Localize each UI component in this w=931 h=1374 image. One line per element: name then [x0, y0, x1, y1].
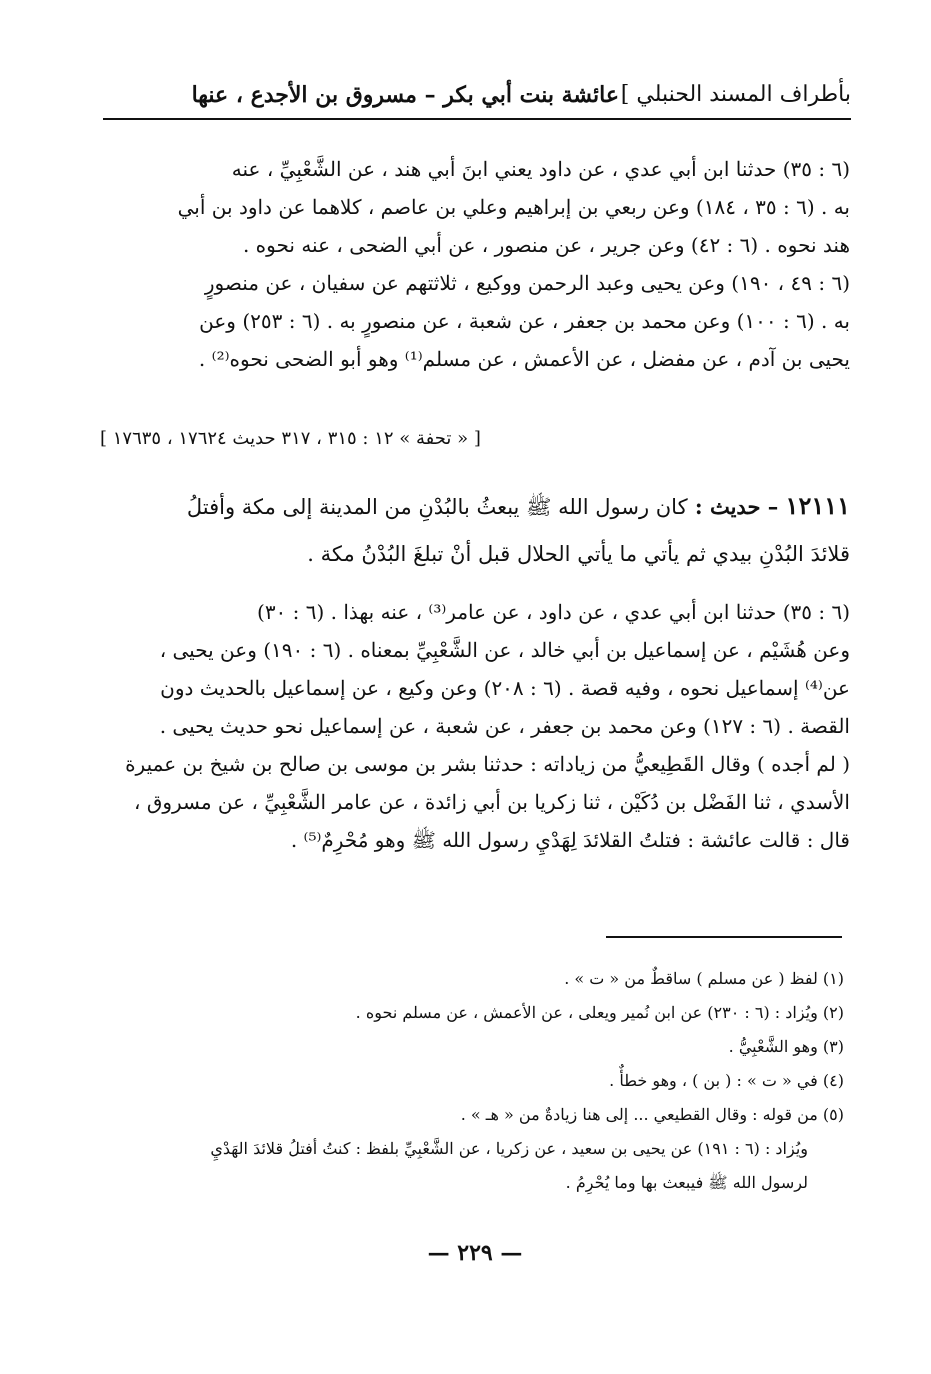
page-number: — ٢٢٩ — — [427, 1240, 523, 1266]
text-line: (٦ : ٤٩ ، ١٩٠) وعن يحيى وعبد الرحمن ووكيع ، ثلاثتهم عن سفيان ، عن منصورٍ — [204, 271, 850, 295]
text-line: قال : قالت عائشة : فتلتُ القلائدَ لِهَدْيِ رسول الله ﷺ وهو مُحْرِمٌ⁽⁵⁾ . — [290, 828, 850, 852]
text-line: عن⁽⁴⁾ إسماعيل نحوه ، وفيه قصة . (٦ : ٢٠٨) وعن وكيع ، عن إسماعيل بالحديث دون — [160, 676, 850, 700]
footnote: (٥) من قوله : وقال القطيعي ... إلى هنا زيادةٌ من « هـ » . — [460, 1105, 844, 1124]
hadith-line-2: قلائدَ البُدْنِ بيدي ثم يأتي ما يأتي الحلال قبل أنْ تبلغَ البُدْنُ مكة . — [307, 542, 850, 566]
text-line: يحيى بن آدم ، عن مفضل ، عن الأعمش ، عن مسلم⁽¹⁾ وهو أبو الضحى نحوه⁽²⁾ . — [198, 347, 850, 371]
footnotes — [90, 962, 844, 1200]
text-line: ( لم أجده ) وقال القَطِيعيُّ من زياداته : حدثنا بشر بن موسى بن صالح بن شيخ بن عميرة — [125, 752, 850, 776]
hadith-line-1-text: كان رسول الله ﷺ يبعثُ بالبُدْنِ من المدينة إلى مكة وأفتلُ — [186, 495, 688, 519]
text-line: وعن هُشَيْم ، عن إسماعيل بن أبي خالد ، عن الشَّعْبِيِّ بمعناه . (٦ : ١٩٠) وعن يحيى ، — [159, 638, 850, 662]
running-header — [103, 78, 851, 120]
tuhfa-reference: [ « تحفة » ١٢ : ٣١٥ ، ٣١٧ حديث ١٧٦٢٤ ، ١٧٦٣٥ ] — [100, 428, 481, 449]
footnote: (٣) وهو الشَّعْبِيُّ . — [728, 1037, 844, 1056]
header-book-title: بأطراف المسند الحنبلي ] — [620, 82, 851, 107]
hadith-text — [98, 482, 850, 578]
header-chapter-title: عائشة بنت أبي بكر – مسروق بن الأجدع ، عنها — [191, 82, 619, 108]
footnote: (٤) في « ت » : ( بن ) ، وهو خطأٌ . — [609, 1071, 844, 1090]
footnote: (١) لفظ ( عن مسلم ) ساقطٌ من « ت » . — [564, 969, 844, 988]
isnad-paragraph-2 — [98, 593, 850, 859]
footnote: (٢) ويُزاد : (٦ : ٢٣٠) عن ابن نُمير ويعلى ، عن الأعمش ، عن مسلم نحوه . — [355, 1003, 844, 1022]
text-line: (٦ : ٣٥) حدثنا ابن أبي عدي ، عن داود ، عن عامر⁽³⁾ ، عنه بهذا . (٦ : ٣٠) — [257, 600, 850, 624]
hadith-label: – حديث : — [687, 494, 786, 519]
text-line: الأسدي ، ثنا الفَضْل بن دُكَيْن ، ثنا زكريا بن أبي زائدة ، عن عامر الشَّعْبِيِّ ، عن مسروق ، — [134, 790, 850, 814]
footnote-continuation: ويُزاد : (٦ : ١٩١) عن يحيى بن سعيد ، عن زكريا ، عن الشَّعْبِيِّ بلفظ : كنتُ أفتلُ قلائدَ الهَدْيِ — [210, 1139, 808, 1158]
text-line: القصة . (٦ : ١٢٧) وعن محمد بن جعفر ، عن شعبة ، عن إسماعيل نحو حديث يحيى . — [159, 714, 850, 738]
text-line: (٦ : ٣٥) حدثنا ابن أبي عدي ، عن داود يعني ابنَ أبي هند ، عن الشَّعْبِيِّ ، عنه — [231, 157, 850, 181]
text-line: هند نحوه . (٦ : ٤٢) وعن جرير ، عن منصور ، عن أبي الضحى ، عنه نحوه . — [242, 233, 850, 257]
footnote-continuation: لرسول الله ﷺ فيبعث بها وما يُحْرِمُ . — [565, 1173, 808, 1192]
hadith-line-1 — [98, 482, 850, 530]
footnote-separator — [606, 936, 842, 938]
hadith-number: ١٢١١١ — [785, 491, 850, 520]
text-line: به . (٦ : ٣٥ ، ١٨٤) وعن ربعي بن إبراهيم وعلي بن عاصم ، كلاهما عن داود بن أبي — [177, 195, 850, 219]
isnad-paragraph-1 — [98, 150, 850, 378]
text-line: به . (٦ : ١٠٠) وعن محمد بن جعفر ، عن شعبة ، عن منصورٍ به . (٦ : ٢٥٣) وعن — [199, 309, 850, 333]
